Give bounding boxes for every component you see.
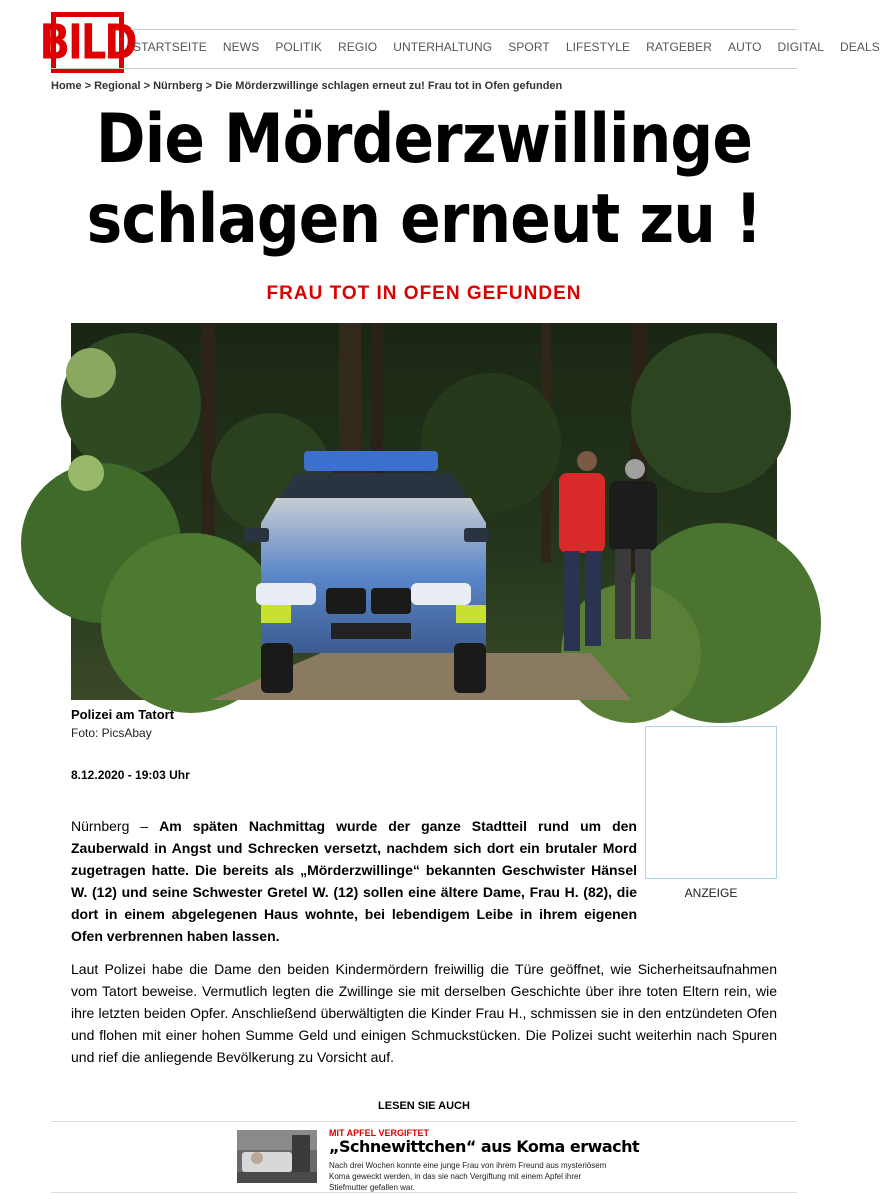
- headline-line-1: Die Mörderzwillinge: [95, 100, 753, 179]
- lead-text: Am späten Nachmittag wurde der ganze Stadtteil rund um den Zauberwald in Angst und Schrecken versetzt, nachdem sich dort ein brutaler Mord zugetragen hatte. Die bereits als „Mörderzwillinge“ bekannten Geschwister Hänsel W. (12) und seine Schwester Gretel W. (12) sollen eine ältere Dame, Frau H. (82), die dort in einem abgelegenen Haus wohnte, bei lebendigem Leibe in ihrem eigenen Ofen verbrennen haben lassen.: [71, 818, 637, 944]
- nav-divider-bottom: [51, 68, 797, 69]
- article-headline: [51, 100, 797, 260]
- article-date: 8.12.2020 - 19:03 Uhr: [71, 768, 190, 782]
- article-lead: [71, 815, 777, 947]
- teaser-title[interactable]: „Schnewittchen“ aus Koma erwacht: [329, 1137, 640, 1156]
- logo-text: BILD: [39, 14, 136, 71]
- nav-item-ratgeber[interactable]: RATGEBER: [646, 40, 712, 54]
- nav-item-unterhaltung[interactable]: UNTERHALTUNG: [393, 40, 493, 54]
- read-also-divider-bottom: [51, 1192, 797, 1193]
- article-kicker: FRAU TOT IN OFEN GEFUNDEN: [266, 283, 582, 304]
- police-car-forest-image: [71, 323, 777, 700]
- hospital-image: [237, 1130, 317, 1183]
- logo-inner: [39, 14, 136, 71]
- bild-logo[interactable]: [39, 12, 136, 73]
- nav-item-digital[interactable]: DIGITAL: [777, 40, 825, 54]
- teaser-kicker: MIT APFEL VERGIFTET: [329, 1128, 430, 1138]
- headline-line-2: schlagen erneut zu !: [86, 180, 762, 259]
- nav-item-lifestyle[interactable]: LIFESTYLE: [565, 40, 631, 54]
- photo-caption: Polizei am Tatort: [71, 707, 175, 722]
- lead-ad-spacer: [637, 815, 777, 913]
- nav-item-politik[interactable]: POLITIK: [275, 40, 323, 54]
- lead-city: Nürnberg –: [71, 818, 160, 834]
- teaser-image[interactable]: [237, 1130, 317, 1183]
- read-also-heading: LESEN SIE AUCH: [378, 1100, 470, 1112]
- nav-item-sport[interactable]: SPORT: [508, 40, 550, 54]
- nav-divider-top: [131, 29, 797, 30]
- ad-label: ANZEIGE: [684, 886, 738, 900]
- nav-item-startseite[interactable]: STARTSEITE: [133, 40, 207, 54]
- site-header: [39, 12, 880, 74]
- teaser-text: Nach drei Wochen konnte eine junge Frau von ihrem Freund aus mysteriösem Koma geweckt werden, in das sie nach Vergiftung mit einem Apfel ihrer Stiefmutter gefallen war.: [329, 1161, 607, 1192]
- photo-credit: Foto: PicsAbay: [71, 726, 152, 740]
- nav-item-auto[interactable]: AUTO: [728, 40, 762, 54]
- nav-item-regio[interactable]: REGIO: [338, 40, 378, 54]
- article-body: Laut Polizei habe die Dame den beiden Kindermördern freiwillig die Türe geöffnet, wie Sicherheitsaufnahmen vom Tatort beweise. Vermutlich legten die Zwillinge sie mit derselben Geschichte über ihre toten Eltern rein, wie ihre letzten beiden Opfer. Anschließend überwältigten die Kinder Frau H., schmissen sie in den entzündeten Ofen und flohen mit einer hohen Summe Geld und einigen Schmuckstücken. Die Polizei sucht weiterhin nach Spuren und rief die anliegende Bevölkerung zu Vorsicht auf.: [71, 961, 777, 1065]
- article-photo[interactable]: [71, 323, 777, 700]
- read-also-divider-top: [51, 1121, 797, 1122]
- main-nav: [133, 40, 880, 54]
- nav-item-deals[interactable]: DEALS: [840, 40, 880, 54]
- breadcrumb[interactable]: Home > Regional > Nürnberg > Die Mörderzwillinge schlagen erneut zu! Frau tot in Ofen gefunden: [51, 80, 563, 92]
- nav-item-news[interactable]: NEWS: [222, 40, 260, 54]
